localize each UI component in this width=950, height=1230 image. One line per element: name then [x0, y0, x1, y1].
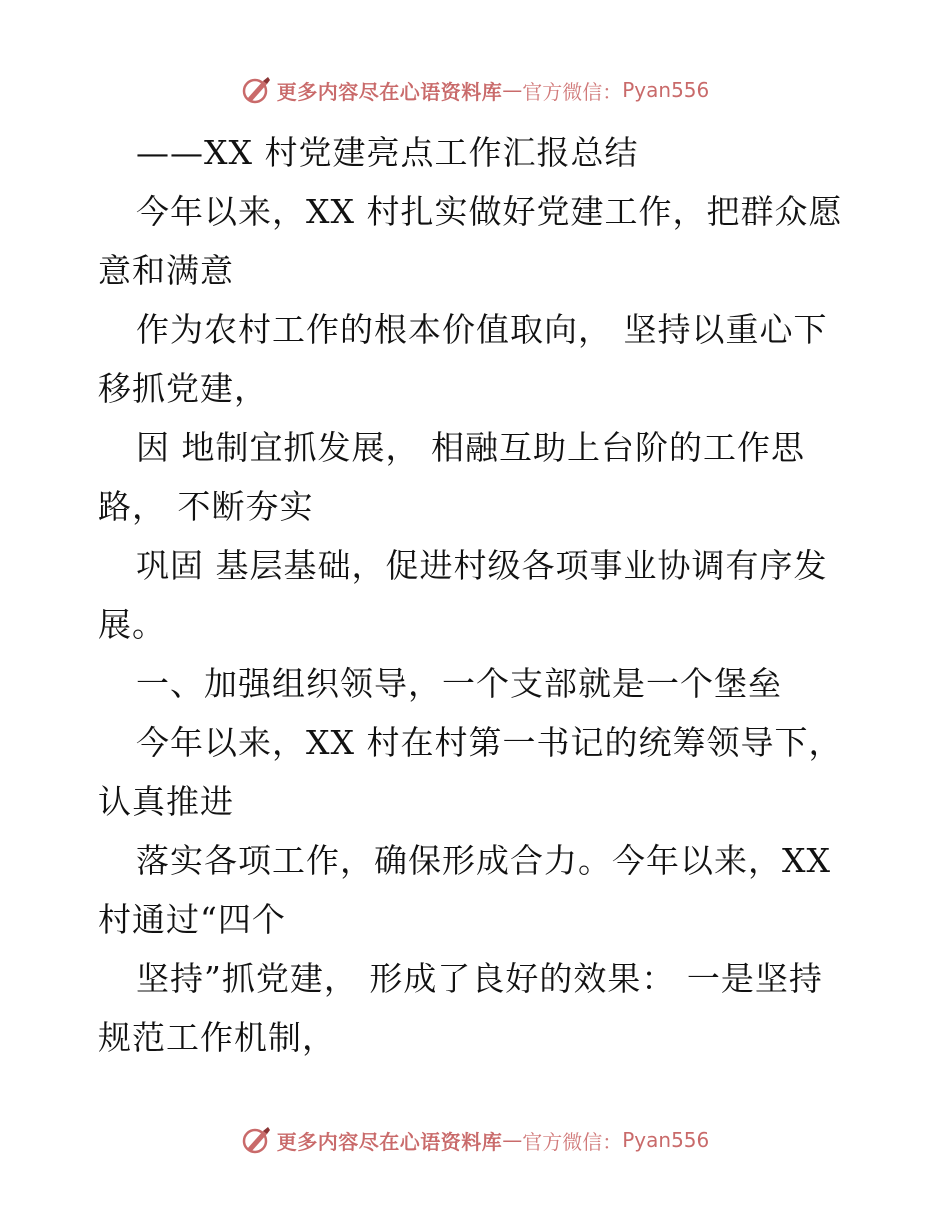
text-line: 一、加强组织领导，一个支部就是一个堡垒 [136, 664, 782, 703]
watermark-text: 更多内容尽在心语资料库 [276, 1129, 503, 1154]
text-line: 落实各项工作，确保形成合力。今年以来，XX [136, 841, 831, 880]
watermark-dash: — [502, 78, 523, 102]
header-watermark [0, 68, 950, 112]
watermark-wechat-id: Pyan556 [622, 1128, 710, 1152]
watermark-label: 官方微信： [522, 79, 623, 104]
text-line: 巩固 基层基础，促进村级各项事业协调有序发 [136, 546, 828, 585]
text-line: ——XX 村党建亮点工作汇报总结 [136, 133, 639, 172]
text-line: 意和满意 [98, 251, 234, 290]
text-line: 今年以来，XX 村在村第一书记的统筹领导下， [136, 723, 843, 762]
text-line: 因 地制宜抓发展， 相融互助上台阶的工作思 [136, 428, 805, 467]
watermark-text: 更多内容尽在心语资料库 [276, 79, 503, 104]
text-line: 路， 不断夯实 [98, 487, 314, 526]
text-line: 作为农村工作的根本价值取向， 坚持以重心下 [136, 310, 828, 349]
watermark-dash: — [502, 1128, 523, 1152]
pen-logo-icon [241, 75, 271, 105]
text-line: 移抓党建， [98, 369, 268, 408]
text-line: 认真推进 [98, 782, 234, 821]
footer-watermark [0, 1118, 950, 1162]
pen-logo-icon [241, 1125, 271, 1155]
watermark-wechat-id: Pyan556 [622, 78, 710, 102]
text-line: 坚持”抓党建， 形成了良好的效果： 一是坚持 [136, 959, 823, 998]
document-body [98, 123, 858, 1067]
text-line: 展。 [98, 605, 166, 644]
text-line: 规范工作机制， [98, 1018, 336, 1057]
watermark-label: 官方微信： [522, 1129, 623, 1154]
text-line: 村通过“四个 [98, 900, 286, 939]
text-line: 今年以来，XX 村扎实做好党建工作，把群众愿 [136, 192, 843, 231]
